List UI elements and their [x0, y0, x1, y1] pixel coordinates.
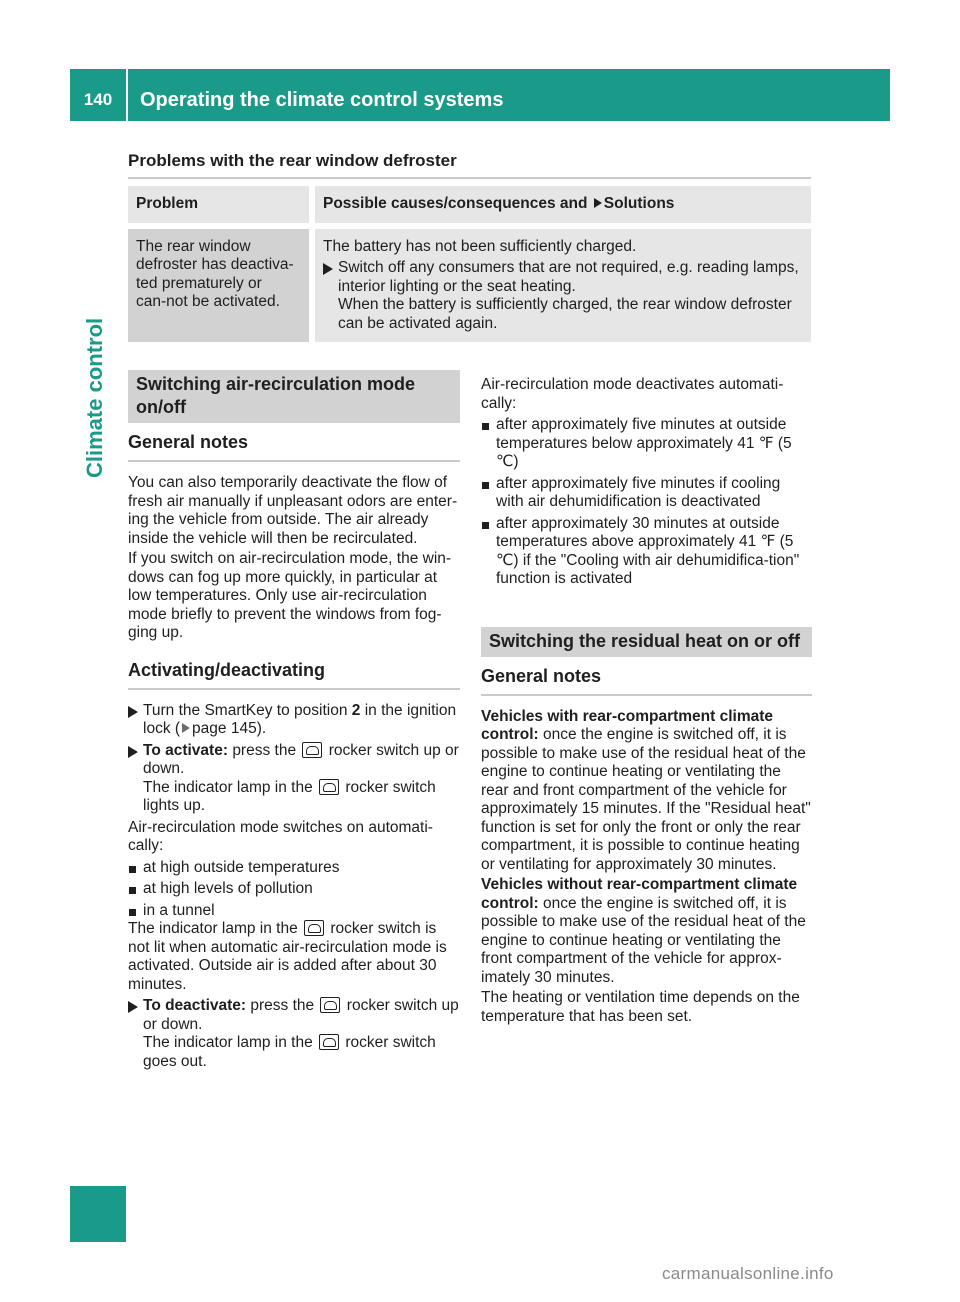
list-item: in a tunnel: [128, 902, 460, 921]
final-paragraph: The heating or ventilation time depends on the temperature that has been set.: [481, 989, 800, 1025]
list-item: after approximately five minutes if cooling with air dehumidification is deactivated: [481, 475, 812, 512]
step-arrow-icon: [128, 746, 138, 758]
deactivate-label: To deactivate:: [143, 997, 247, 1014]
solution-step: [323, 259, 803, 333]
step-ignition: [128, 702, 460, 739]
table-row: [128, 229, 811, 343]
step-arrow-icon: [128, 1001, 138, 1013]
list-item: at high levels of pollution: [128, 880, 460, 899]
solution-step-text: Switch off any consumers that are not required, e.g. reading lamps, interior lighting or the seat heating.: [338, 259, 799, 295]
bullet-icon: [482, 522, 489, 529]
bullet-icon: [482, 423, 489, 430]
page-ref-icon: [182, 723, 190, 733]
activating-heading: Activating/deactivating: [128, 659, 460, 690]
step-text: rocker switch up or down.: [143, 741, 459, 777]
step-text: Turn the SmartKey to position: [143, 701, 348, 719]
recirculation-icon: [304, 920, 324, 936]
problem-cell: The rear window defroster has deactiva-ted prematurely or can-not be activated.: [128, 229, 315, 343]
step-deactivate: [128, 997, 460, 1071]
no-rear-compartment-paragraph: Vehicles without rear-compartment climate control: once the engine is switched off, it is possible to make use of the residual heat of the engine to continue heating or ventilating the front compartment of the vehicle for approx-imately 30 minutes.: [481, 876, 806, 986]
step-activate: [128, 742, 460, 816]
deact-intro: Air-recirculation mode deactivates automati-cally:: [481, 376, 784, 412]
header-solutions-text: Solutions: [603, 195, 675, 212]
problems-heading: Problems with the rear window defroster: [128, 151, 457, 170]
step-text: The indicator lamp in the: [143, 1034, 313, 1051]
step-text: in the ignition lock (: [143, 701, 457, 737]
step-text: press the: [250, 997, 315, 1014]
step-text: rocker switch lights up.: [143, 778, 436, 814]
solution-cell: [315, 229, 811, 343]
residual-general-heading: General notes: [481, 665, 812, 696]
recirculation-icon: [320, 997, 340, 1013]
side-section-label: Climate control: [82, 317, 107, 478]
rear-compartment-paragraph: Vehicles with rear-compartment climate control: once the engine is switched off, it is possible to make use of the residual heat of the engine to continue heating or ventilating the rear and front compartment of the vehicle for approximately 15 minutes. If the "Residual heat" function is set for only the front or only the rear compartment, it is possible to continue heating or ventilating for approximately 30 minutes.: [481, 707, 811, 873]
recirc-general-heading: General notes: [128, 431, 460, 462]
step-text: The indicator lamp in the: [143, 778, 313, 796]
bullet-icon: [129, 866, 136, 873]
recirc-box-heading: Switching air-recirculation mode on/off: [128, 370, 460, 423]
step-text: rocker switch goes out.: [143, 1034, 436, 1070]
recirculation-icon: [302, 742, 322, 758]
position-number: 2: [351, 701, 361, 719]
side-color-block: [70, 1186, 126, 1242]
page-number: 140: [83, 90, 113, 109]
header-divider: [126, 69, 128, 121]
step-arrow-icon: [128, 706, 138, 718]
right-column: [481, 376, 812, 1028]
cause-text: The battery has not been sufficiently charged.: [323, 237, 637, 255]
step-text: rocker switch up or down.: [143, 997, 459, 1033]
problems-rule: [128, 177, 811, 179]
header-causes-text: Possible causes/consequences and: [323, 195, 588, 212]
step-text: press the: [232, 741, 297, 759]
solution-step-text-2: When the battery is sufficiently charged, the rear window defroster can be activated again.: [338, 296, 792, 332]
table-header-solutions: [315, 186, 811, 223]
recirc-paragraph-2: If you switch on air-recirculation mode, the win-dows can fog up more quickly, in particular at low temperatures. Only use air-recirculation mode briefly to prevent the windows from fog-ging up.: [128, 550, 452, 641]
indicator-paragraph: The indicator lamp in the rocker switch is not lit when automatic air-recirculation mode is activated. Outside air is added after about 30 minutes.: [128, 920, 447, 993]
bullet-icon: [129, 887, 136, 894]
step-arrow-icon: [323, 263, 333, 275]
auto-intro: Air-recirculation mode switches on automati-cally:: [128, 818, 433, 854]
activate-label: To activate:: [143, 741, 228, 759]
list-item: after approximately five minutes at outside temperatures below approximately 41 ℉ (5 ℃): [481, 416, 812, 472]
page-ref-link[interactable]: page 145).: [192, 720, 267, 737]
table-header-row: [128, 186, 811, 223]
bullet-icon: [482, 482, 489, 489]
left-column: [128, 370, 460, 1071]
bullet-icon: [129, 909, 136, 916]
watermark-text: carmanualsonline.info: [662, 1264, 834, 1283]
problems-table: [128, 186, 811, 342]
recirc-paragraph-1: You can also temporarily deactivate the flow of fresh air manually if unpleasant odors are enter-ing the vehicle from outside. The air already inside the vehicle will then be recirculated.: [128, 474, 458, 547]
step-arrow-icon: [594, 198, 602, 208]
table-header-problem: Problem: [128, 186, 315, 223]
recirculation-icon: [319, 779, 339, 795]
list-item: after approximately 30 minutes at outside temperatures above approximately 41 ℉ (5 ℃) if the "Cooling with air dehumidifica-tion" function is activated: [481, 515, 812, 589]
page-title: Operating the climate control systems: [140, 89, 504, 111]
residual-box-heading: Switching the residual heat on or off: [481, 627, 812, 657]
list-item: at high outside temperatures: [128, 859, 460, 878]
recirculation-icon: [319, 1034, 339, 1050]
